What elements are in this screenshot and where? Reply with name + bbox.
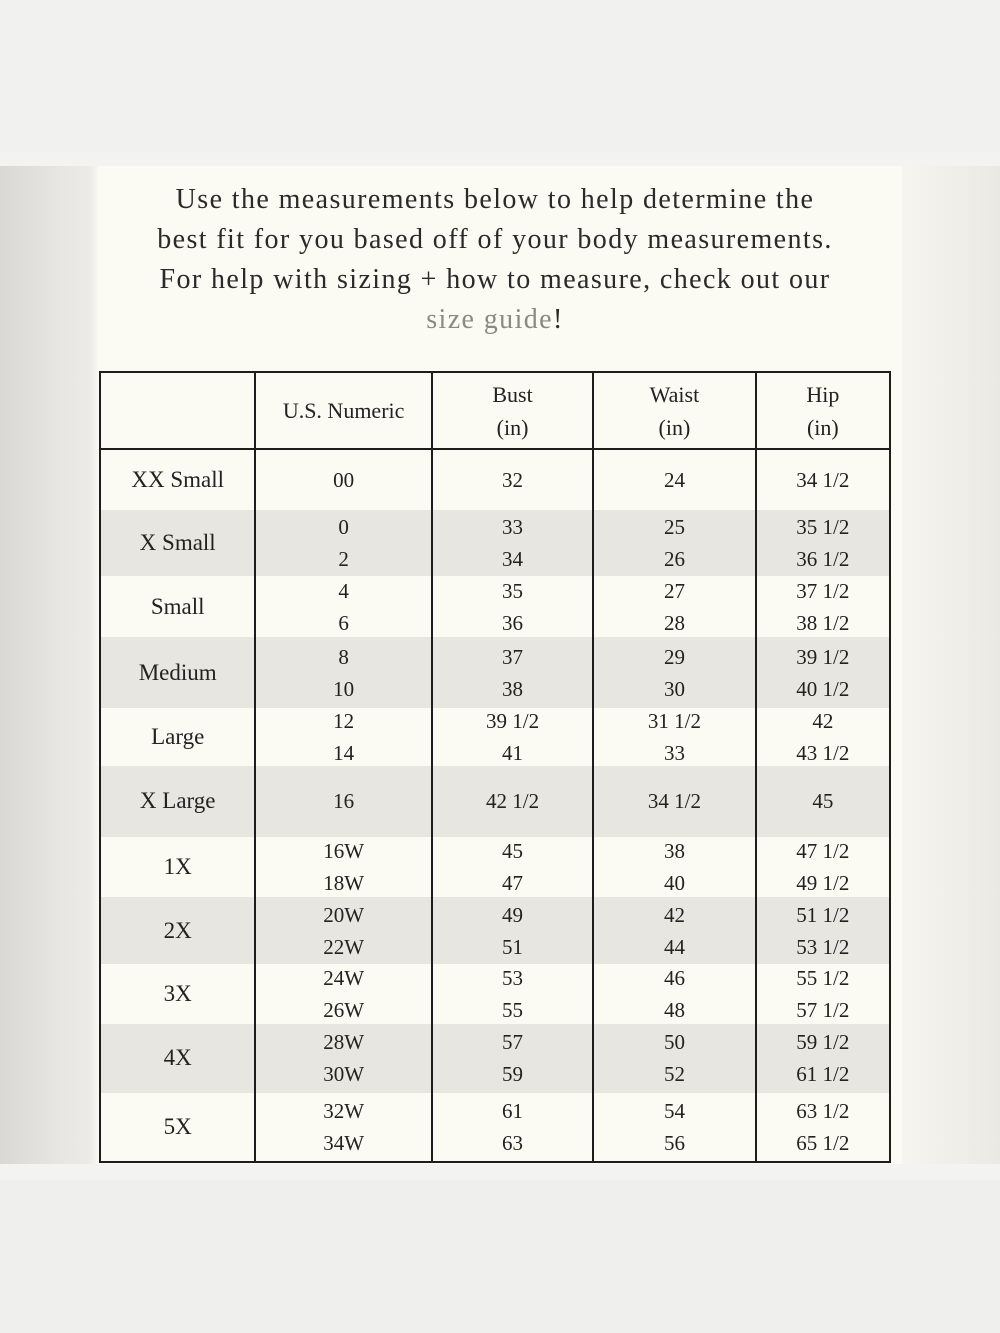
- waist-cell: [593, 708, 755, 766]
- hip-cell: [756, 510, 890, 576]
- hip-value: 61 1/2: [796, 1062, 850, 1087]
- hip-value: 43 1/2: [796, 740, 850, 765]
- bust-cell: [432, 637, 593, 707]
- hip-value: 35 1/2: [796, 515, 850, 540]
- table-row: [100, 449, 890, 510]
- table-row: [100, 837, 890, 897]
- header-hip-label: Hip: [806, 381, 840, 407]
- bust-value: 45: [502, 839, 524, 864]
- table-row: [100, 1093, 890, 1162]
- hip-cell: [756, 837, 890, 897]
- size-label: Large: [100, 708, 255, 766]
- size-label: X Large: [100, 766, 255, 837]
- numeric-value: 14: [333, 740, 355, 765]
- bust-cell: 42 1/2: [432, 766, 593, 837]
- table-row: [100, 510, 890, 576]
- bust-value: 59: [502, 1062, 524, 1087]
- bust-cell: [432, 837, 593, 897]
- intro-line-2: best fit for you based off of your body measurements.: [157, 224, 833, 255]
- hip-value: 55 1/2: [796, 965, 850, 990]
- waist-value: 42: [663, 902, 685, 927]
- bust-value: 35: [502, 578, 524, 603]
- header-numeric: U.S. Numeric: [255, 372, 431, 449]
- size-label: 1X: [100, 837, 255, 897]
- bust-cell: [432, 964, 593, 1023]
- table-row: [100, 766, 890, 837]
- hip-value: 36 1/2: [796, 547, 850, 572]
- size-guide-link[interactable]: size guide: [426, 304, 553, 335]
- hip-value: 42: [812, 708, 834, 733]
- numeric-value: 6: [338, 610, 349, 635]
- hip-value: 38 1/2: [796, 610, 850, 635]
- header-waist: [593, 372, 755, 449]
- size-label: XX Small: [100, 449, 255, 510]
- hip-value: 40 1/2: [796, 676, 850, 701]
- bust-value: 63: [502, 1130, 524, 1155]
- numeric-value: 4: [338, 578, 349, 603]
- bust-value: 39 1/2: [485, 708, 540, 733]
- waist-cell: [593, 637, 755, 707]
- bust-value: 55: [502, 997, 524, 1022]
- waist-cell: [593, 964, 755, 1023]
- bust-value: 47: [502, 871, 524, 896]
- header-hip-unit: (in): [806, 414, 839, 440]
- waist-value: 27: [663, 578, 685, 603]
- hip-cell: [756, 897, 890, 964]
- size-label: 2X: [100, 897, 255, 964]
- waist-value: 40: [663, 871, 685, 896]
- numeric-cell: [255, 1093, 431, 1162]
- intro-line-4: [100, 300, 890, 340]
- size-label: 4X: [100, 1024, 255, 1093]
- bust-value: 34: [502, 547, 524, 572]
- waist-value: 33: [663, 740, 685, 765]
- bust-value: 57: [502, 1030, 524, 1055]
- bust-value: 51: [502, 934, 524, 959]
- bust-value: 41: [502, 740, 524, 765]
- hip-value: 53 1/2: [796, 934, 850, 959]
- size-chart-table: [99, 371, 891, 1163]
- hip-value: 39 1/2: [796, 644, 850, 669]
- waist-value: 54: [663, 1098, 685, 1123]
- bust-cell: 32: [432, 449, 593, 510]
- waist-value: 52: [663, 1062, 685, 1087]
- numeric-value: 26W: [323, 997, 365, 1022]
- header-waist-unit: (in): [658, 414, 691, 440]
- hip-cell: [756, 576, 890, 637]
- numeric-cell: [255, 510, 431, 576]
- size-label: X Small: [100, 510, 255, 576]
- waist-cell: [593, 1093, 755, 1162]
- numeric-value: 32W: [323, 1098, 365, 1123]
- header-row: [100, 372, 890, 449]
- numeric-value: 34W: [323, 1130, 365, 1155]
- table-row: [100, 1024, 890, 1093]
- table-body: [100, 449, 890, 1162]
- bust-value: 37: [502, 644, 524, 669]
- hip-value: 59 1/2: [796, 1030, 850, 1055]
- waist-value: 38: [663, 839, 685, 864]
- bust-cell: [432, 1093, 593, 1162]
- numeric-cell: [255, 576, 431, 637]
- numeric-cell: [255, 1024, 431, 1093]
- hip-value: 47 1/2: [796, 839, 850, 864]
- hip-cell: [756, 637, 890, 707]
- header-bust: [432, 372, 593, 449]
- numeric-cell: [255, 897, 431, 964]
- hip-value: 49 1/2: [796, 871, 850, 896]
- table-row: [100, 897, 890, 964]
- photo-right-edge: [900, 166, 1000, 1164]
- waist-value: 28: [663, 610, 685, 635]
- header-bust-unit: (in): [496, 414, 529, 440]
- waist-value: 25: [663, 515, 685, 540]
- numeric-value: 2: [338, 547, 349, 572]
- waist-cell: [593, 897, 755, 964]
- intro-text: [100, 180, 890, 340]
- bust-cell: [432, 1024, 593, 1093]
- waist-cell: 34 1/2: [593, 766, 755, 837]
- header-hip: [756, 372, 890, 449]
- table-row: [100, 708, 890, 766]
- intro-line-3: For help with sizing + how to measure, check out our: [159, 264, 831, 295]
- hip-cell: [756, 964, 890, 1023]
- bust-cell: [432, 708, 593, 766]
- hip-cell: [756, 1093, 890, 1162]
- bust-value: 38: [502, 676, 524, 701]
- waist-cell: [593, 837, 755, 897]
- waist-value: 26: [663, 547, 685, 572]
- hip-cell: 34 1/2: [756, 449, 890, 510]
- size-label: Medium: [100, 637, 255, 707]
- numeric-value: 10: [333, 676, 355, 701]
- waist-value: 56: [663, 1130, 685, 1155]
- bottom-background: [0, 1180, 1000, 1333]
- numeric-value: 28W: [323, 1030, 365, 1055]
- header-waist-label: Waist: [649, 381, 700, 407]
- bust-cell: [432, 576, 593, 637]
- hip-value: 63 1/2: [796, 1098, 850, 1123]
- waist-value: 48: [663, 997, 685, 1022]
- waist-cell: [593, 510, 755, 576]
- hip-value: 51 1/2: [796, 902, 850, 927]
- numeric-value: 30W: [323, 1062, 365, 1087]
- numeric-cell: 16: [255, 766, 431, 837]
- size-guide-suffix: !: [553, 304, 564, 335]
- table-header: [100, 372, 890, 449]
- numeric-value: 0: [338, 515, 349, 540]
- hip-cell: [756, 708, 890, 766]
- intro-line-1: Use the measurements below to help determine the: [175, 184, 815, 215]
- waist-cell: [593, 1024, 755, 1093]
- hip-cell: 45: [756, 766, 890, 837]
- header-bust-label: Bust: [492, 381, 533, 407]
- size-label: Small: [100, 576, 255, 637]
- bust-value: 33: [502, 515, 524, 540]
- waist-cell: 24: [593, 449, 755, 510]
- hip-value: 37 1/2: [796, 578, 850, 603]
- numeric-value: 12: [333, 708, 355, 733]
- bust-value: 36: [502, 610, 524, 635]
- top-background: [0, 0, 1000, 152]
- numeric-value: 16W: [323, 839, 365, 864]
- hip-value: 65 1/2: [796, 1130, 850, 1155]
- size-label: 3X: [100, 964, 255, 1023]
- waist-value: 31 1/2: [647, 708, 701, 733]
- waist-value: 50: [663, 1030, 685, 1055]
- hip-value: 57 1/2: [796, 997, 850, 1022]
- numeric-value: 20W: [323, 902, 365, 927]
- numeric-cell: 00: [255, 449, 431, 510]
- waist-value: 29: [663, 644, 685, 669]
- header-blank: [100, 372, 255, 449]
- numeric-cell: [255, 837, 431, 897]
- table-row: [100, 637, 890, 707]
- table-row: [100, 964, 890, 1023]
- numeric-cell: [255, 637, 431, 707]
- waist-value: 30: [663, 676, 685, 701]
- numeric-cell: [255, 708, 431, 766]
- numeric-value: 18W: [323, 871, 365, 896]
- bust-value: 61: [502, 1098, 524, 1123]
- bust-cell: [432, 897, 593, 964]
- numeric-value: 24W: [323, 965, 365, 990]
- size-label: 5X: [100, 1093, 255, 1162]
- hip-cell: [756, 1024, 890, 1093]
- bust-cell: [432, 510, 593, 576]
- table-row: [100, 576, 890, 637]
- numeric-value: 8: [338, 644, 349, 669]
- waist-value: 44: [663, 934, 685, 959]
- numeric-cell: [255, 964, 431, 1023]
- bust-value: 53: [502, 965, 524, 990]
- bust-value: 49: [502, 902, 524, 927]
- numeric-value: 22W: [323, 934, 365, 959]
- waist-cell: [593, 576, 755, 637]
- waist-value: 46: [663, 965, 685, 990]
